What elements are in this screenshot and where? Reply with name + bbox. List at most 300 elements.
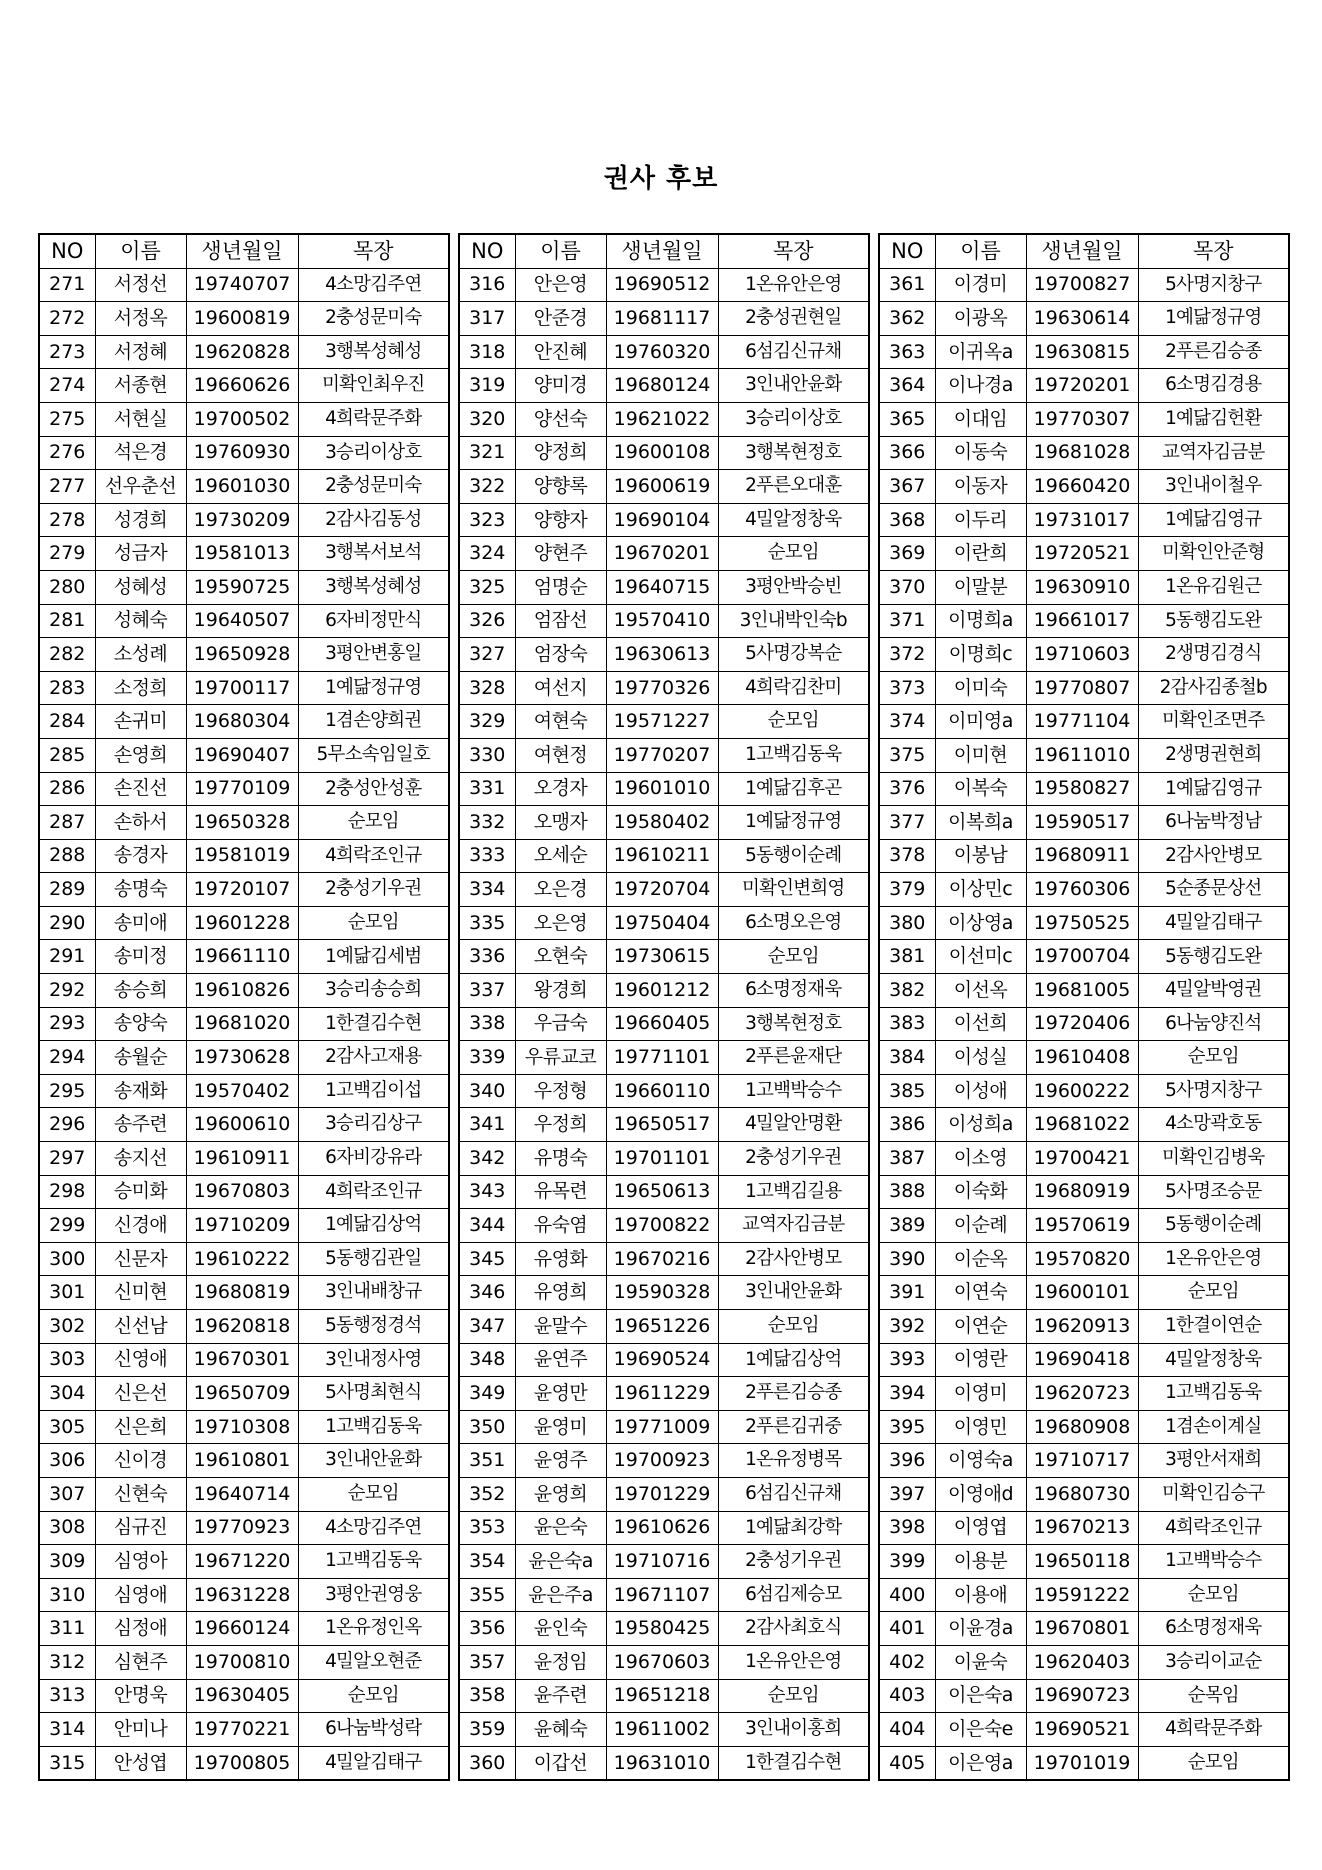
cell-no: 289 xyxy=(39,873,95,907)
cell-name: 이봉남 xyxy=(935,839,1026,873)
cell-leader: 3행복서보석 xyxy=(298,537,449,571)
cell-name: 양향록 xyxy=(515,470,606,504)
table-row xyxy=(459,873,869,907)
table-row xyxy=(459,1578,869,1612)
cell-leader: 2푸른김승종 xyxy=(1138,335,1289,369)
cell-birth: 19770807 xyxy=(1026,671,1138,705)
cell-no: 349 xyxy=(459,1377,515,1411)
cell-leader: 3승리이상호 xyxy=(718,402,869,436)
cell-leader: 1온유안은영 xyxy=(1138,1242,1289,1276)
cell-leader: 4희락조인규 xyxy=(298,1175,449,1209)
cell-birth: 19571227 xyxy=(606,705,718,739)
column-header-birth: 생년월일 xyxy=(606,234,718,268)
cell-leader: 2감사김종철b xyxy=(1138,671,1289,705)
cell-no: 351 xyxy=(459,1444,515,1478)
cell-leader: 3인내안윤화 xyxy=(718,369,869,403)
cell-leader: 5사명지창구 xyxy=(1138,1074,1289,1108)
cell-no: 386 xyxy=(879,1108,935,1142)
cell-name: 윤연주 xyxy=(515,1343,606,1377)
cell-name: 소정희 xyxy=(95,671,186,705)
cell-leader: 순모임 xyxy=(1138,1746,1289,1780)
cell-leader: 3평안서재희 xyxy=(1138,1444,1289,1478)
cell-leader: 1고백김길용 xyxy=(718,1175,869,1209)
cell-birth: 19710717 xyxy=(1026,1444,1138,1478)
cell-no: 344 xyxy=(459,1209,515,1243)
table-row xyxy=(879,537,1289,571)
cell-no: 379 xyxy=(879,873,935,907)
cell-leader: 3인내이철우 xyxy=(1138,470,1289,504)
table-row xyxy=(39,1209,449,1243)
cell-no: 337 xyxy=(459,974,515,1008)
cell-name: 윤영미 xyxy=(515,1410,606,1444)
cell-name: 오은경 xyxy=(515,873,606,907)
cell-birth: 19601228 xyxy=(186,906,298,940)
column-header-name: 이름 xyxy=(935,234,1026,268)
cell-leader: 4소망곽호동 xyxy=(1138,1108,1289,1142)
cell-birth: 19700923 xyxy=(606,1444,718,1478)
cell-name: 윤은숙a xyxy=(515,1545,606,1579)
cell-name: 이영엽 xyxy=(935,1511,1026,1545)
cell-no: 374 xyxy=(879,705,935,739)
table-row xyxy=(459,1612,869,1646)
cell-no: 330 xyxy=(459,738,515,772)
cell-name: 양정희 xyxy=(515,436,606,470)
cell-no: 296 xyxy=(39,1108,95,1142)
cell-name: 이명희a xyxy=(935,604,1026,638)
cell-leader: 4소망김주연 xyxy=(298,268,449,302)
table-row xyxy=(879,705,1289,739)
cell-name: 송주련 xyxy=(95,1108,186,1142)
cell-birth: 19631010 xyxy=(606,1746,718,1780)
cell-name: 안진혜 xyxy=(515,335,606,369)
cell-leader: 4희락조인규 xyxy=(1138,1511,1289,1545)
cell-leader: 미확인안준형 xyxy=(1138,537,1289,571)
cell-name: 이말분 xyxy=(935,570,1026,604)
cell-leader: 3승리이교순 xyxy=(1138,1645,1289,1679)
cell-no: 304 xyxy=(39,1377,95,1411)
cell-no: 384 xyxy=(879,1041,935,1075)
cell-name: 심규진 xyxy=(95,1511,186,1545)
cell-leader: 5순종문상선 xyxy=(1138,873,1289,907)
cell-leader: 미확인변희영 xyxy=(718,873,869,907)
cell-no: 364 xyxy=(879,369,935,403)
cell-birth: 19651226 xyxy=(606,1310,718,1344)
table-row xyxy=(879,604,1289,638)
cell-leader: 1고백김이섭 xyxy=(298,1074,449,1108)
cell-leader: 2충성문미숙 xyxy=(298,302,449,336)
cell-birth: 19760320 xyxy=(606,335,718,369)
cell-leader: 5동행이순례 xyxy=(1138,1209,1289,1243)
cell-no: 357 xyxy=(459,1645,515,1679)
cell-no: 300 xyxy=(39,1242,95,1276)
cell-leader: 2감사김동성 xyxy=(298,503,449,537)
cell-no: 318 xyxy=(459,335,515,369)
cell-leader: 5사명조승문 xyxy=(1138,1175,1289,1209)
table-row xyxy=(39,369,449,403)
roster-table xyxy=(878,233,1290,1781)
cell-leader: 1온유김원근 xyxy=(1138,570,1289,604)
cell-name: 손하서 xyxy=(95,806,186,840)
cell-leader: 1고백김동욱 xyxy=(298,1410,449,1444)
cell-name: 우정형 xyxy=(515,1074,606,1108)
cell-no: 385 xyxy=(879,1074,935,1108)
cell-leader: 1겸손이계실 xyxy=(1138,1410,1289,1444)
cell-no: 283 xyxy=(39,671,95,705)
cell-no: 397 xyxy=(879,1477,935,1511)
cell-birth: 19700117 xyxy=(186,671,298,705)
cell-leader: 4희락문주화 xyxy=(1138,1713,1289,1747)
cell-name: 소성례 xyxy=(95,638,186,672)
cell-birth: 19630405 xyxy=(186,1679,298,1713)
cell-leader: 3인내박인숙b xyxy=(718,604,869,638)
cell-name: 신이경 xyxy=(95,1444,186,1478)
table-row xyxy=(459,772,869,806)
cell-leader: 순모임 xyxy=(298,1679,449,1713)
cell-no: 321 xyxy=(459,436,515,470)
cell-name: 안준경 xyxy=(515,302,606,336)
cell-name: 이선희 xyxy=(935,1007,1026,1041)
cell-birth: 19651218 xyxy=(606,1679,718,1713)
cell-no: 405 xyxy=(879,1746,935,1780)
cell-birth: 19600101 xyxy=(1026,1276,1138,1310)
cell-birth: 19710603 xyxy=(1026,638,1138,672)
cell-birth: 19770326 xyxy=(606,671,718,705)
cell-leader: 6섬김제승모 xyxy=(718,1578,869,1612)
table-row xyxy=(459,604,869,638)
table-row xyxy=(39,1377,449,1411)
cell-name: 이복숙 xyxy=(935,772,1026,806)
cell-leader: 2푸른윤재단 xyxy=(718,1041,869,1075)
table-row xyxy=(459,1276,869,1310)
cell-leader: 4희락문주화 xyxy=(298,402,449,436)
cell-leader: 2충성문미숙 xyxy=(298,470,449,504)
cell-birth: 19600619 xyxy=(606,470,718,504)
cell-name: 엄명순 xyxy=(515,570,606,604)
cell-leader: 2충성안성훈 xyxy=(298,772,449,806)
cell-birth: 19770207 xyxy=(606,738,718,772)
cell-name: 이복희a xyxy=(935,806,1026,840)
table-row xyxy=(39,839,449,873)
cell-birth: 19760930 xyxy=(186,436,298,470)
cell-birth: 19670213 xyxy=(1026,1511,1138,1545)
cell-birth: 19670803 xyxy=(186,1175,298,1209)
table-row xyxy=(879,1746,1289,1780)
cell-birth: 19591222 xyxy=(1026,1578,1138,1612)
table-row xyxy=(879,1007,1289,1041)
cell-name: 신은희 xyxy=(95,1410,186,1444)
cell-no: 293 xyxy=(39,1007,95,1041)
table-row xyxy=(459,1477,869,1511)
cell-name: 윤인숙 xyxy=(515,1612,606,1646)
cell-no: 320 xyxy=(459,402,515,436)
cell-name: 송미애 xyxy=(95,906,186,940)
cell-leader: 순모임 xyxy=(1138,1276,1289,1310)
table-row xyxy=(879,906,1289,940)
table-row xyxy=(39,1545,449,1579)
cell-birth: 19720107 xyxy=(186,873,298,907)
table-row xyxy=(459,302,869,336)
roster-table xyxy=(38,233,450,1781)
table-row xyxy=(879,1545,1289,1579)
table-row xyxy=(879,1108,1289,1142)
cell-leader: 3승리송승희 xyxy=(298,974,449,1008)
cell-name: 이선옥 xyxy=(935,974,1026,1008)
cell-birth: 19700421 xyxy=(1026,1142,1138,1176)
cell-no: 381 xyxy=(879,940,935,974)
cell-leader: 2생명김경식 xyxy=(1138,638,1289,672)
cell-no: 286 xyxy=(39,772,95,806)
table-row xyxy=(39,503,449,537)
cell-leader: 3승리이상호 xyxy=(298,436,449,470)
cell-birth: 19600610 xyxy=(186,1108,298,1142)
cell-birth: 19620723 xyxy=(1026,1377,1138,1411)
cell-leader: 4밀알정창욱 xyxy=(718,503,869,537)
cell-leader: 5무소속임일호 xyxy=(298,738,449,772)
cell-birth: 19700502 xyxy=(186,402,298,436)
table-row xyxy=(459,1545,869,1579)
cell-leader: 2충성기우권 xyxy=(718,1545,869,1579)
cell-no: 324 xyxy=(459,537,515,571)
table-row xyxy=(459,806,869,840)
cell-no: 297 xyxy=(39,1142,95,1176)
table-row xyxy=(39,974,449,1008)
cell-name: 여선지 xyxy=(515,671,606,705)
cell-name: 엄장숙 xyxy=(515,638,606,672)
cell-leader: 3평안권영웅 xyxy=(298,1578,449,1612)
cell-name: 신문자 xyxy=(95,1242,186,1276)
cell-birth: 19670603 xyxy=(606,1645,718,1679)
cell-birth: 19710716 xyxy=(606,1545,718,1579)
cell-leader: 1예닮김상억 xyxy=(298,1209,449,1243)
cell-name: 신경애 xyxy=(95,1209,186,1243)
cell-no: 287 xyxy=(39,806,95,840)
cell-name: 안미나 xyxy=(95,1713,186,1747)
cell-birth: 19570619 xyxy=(1026,1209,1138,1243)
cell-no: 391 xyxy=(879,1276,935,1310)
table-row xyxy=(879,369,1289,403)
cell-name: 이윤숙 xyxy=(935,1645,1026,1679)
table-row xyxy=(459,369,869,403)
cell-leader: 4희락김찬미 xyxy=(718,671,869,705)
roster-table xyxy=(458,233,870,1781)
cell-name: 이은숙e xyxy=(935,1713,1026,1747)
cell-birth: 19700805 xyxy=(186,1746,298,1780)
cell-no: 382 xyxy=(879,974,935,1008)
cell-leader: 5사명지창구 xyxy=(1138,268,1289,302)
table-row xyxy=(459,705,869,739)
cell-birth: 19680304 xyxy=(186,705,298,739)
cell-no: 290 xyxy=(39,906,95,940)
cell-leader: 교역자김금분 xyxy=(718,1209,869,1243)
table-row xyxy=(879,268,1289,302)
cell-no: 371 xyxy=(879,604,935,638)
cell-birth: 19680919 xyxy=(1026,1175,1138,1209)
cell-leader: 1고백김동욱 xyxy=(718,738,869,772)
cell-no: 307 xyxy=(39,1477,95,1511)
cell-name: 안명욱 xyxy=(95,1679,186,1713)
cell-no: 276 xyxy=(39,436,95,470)
cell-leader: 6섬김신규채 xyxy=(718,335,869,369)
cell-birth: 19690512 xyxy=(606,268,718,302)
cell-leader: 순모임 xyxy=(298,906,449,940)
cell-leader: 1온유정병목 xyxy=(718,1444,869,1478)
cell-no: 361 xyxy=(879,268,935,302)
cell-name: 선우춘선 xyxy=(95,470,186,504)
cell-no: 338 xyxy=(459,1007,515,1041)
header-row xyxy=(459,234,869,268)
cell-name: 안성엽 xyxy=(95,1746,186,1780)
cell-birth: 19730209 xyxy=(186,503,298,537)
cell-birth: 19720521 xyxy=(1026,537,1138,571)
cell-name: 윤은주a xyxy=(515,1578,606,1612)
cell-name: 이영란 xyxy=(935,1343,1026,1377)
cell-leader: 4밀알정창욱 xyxy=(1138,1343,1289,1377)
cell-name: 양미경 xyxy=(515,369,606,403)
table-row xyxy=(459,436,869,470)
table-row xyxy=(459,470,869,504)
cell-leader: 5동행정경석 xyxy=(298,1310,449,1344)
cell-no: 333 xyxy=(459,839,515,873)
table-row xyxy=(39,570,449,604)
cell-no: 332 xyxy=(459,806,515,840)
cell-leader: 3인내안윤화 xyxy=(298,1444,449,1478)
cell-birth: 19730615 xyxy=(606,940,718,974)
table-row xyxy=(459,402,869,436)
cell-no: 315 xyxy=(39,1746,95,1780)
cell-leader: 1한결김수현 xyxy=(298,1007,449,1041)
cell-birth: 19680819 xyxy=(186,1276,298,1310)
cell-birth: 19720201 xyxy=(1026,369,1138,403)
cell-birth: 19601010 xyxy=(606,772,718,806)
cell-leader: 1한결이연순 xyxy=(1138,1310,1289,1344)
cell-birth: 19750525 xyxy=(1026,906,1138,940)
cell-birth: 19610911 xyxy=(186,1142,298,1176)
cell-birth: 19690524 xyxy=(606,1343,718,1377)
cell-name: 유숙염 xyxy=(515,1209,606,1243)
cell-name: 심영애 xyxy=(95,1578,186,1612)
table-row xyxy=(879,1477,1289,1511)
table-row xyxy=(39,738,449,772)
cell-leader: 순모임 xyxy=(718,1679,869,1713)
cell-leader: 2생명권현희 xyxy=(1138,738,1289,772)
cell-birth: 19610626 xyxy=(606,1511,718,1545)
cell-birth: 19770221 xyxy=(186,1713,298,1747)
cell-no: 360 xyxy=(459,1746,515,1780)
table-row xyxy=(879,436,1289,470)
cell-name: 유영화 xyxy=(515,1242,606,1276)
cell-leader: 2충성기우권 xyxy=(718,1142,869,1176)
table-row xyxy=(459,1007,869,1041)
cell-birth: 19640507 xyxy=(186,604,298,638)
table-row xyxy=(39,1310,449,1344)
table-row xyxy=(879,671,1289,705)
cell-birth: 19650709 xyxy=(186,1377,298,1411)
cell-birth: 19690104 xyxy=(606,503,718,537)
cell-leader: 6자비정만식 xyxy=(298,604,449,638)
cell-name: 우류교코 xyxy=(515,1041,606,1075)
cell-birth: 19630910 xyxy=(1026,570,1138,604)
cell-name: 이동자 xyxy=(935,470,1026,504)
cell-birth: 19661017 xyxy=(1026,604,1138,638)
table-row xyxy=(459,839,869,873)
table-row xyxy=(39,638,449,672)
cell-birth: 19680908 xyxy=(1026,1410,1138,1444)
cell-leader: 3인내안윤화 xyxy=(718,1276,869,1310)
cell-no: 395 xyxy=(879,1410,935,1444)
table-row xyxy=(459,1713,869,1747)
cell-birth: 19631228 xyxy=(186,1578,298,1612)
cell-no: 325 xyxy=(459,570,515,604)
cell-birth: 19710209 xyxy=(186,1209,298,1243)
cell-name: 이두리 xyxy=(935,503,1026,537)
cell-no: 271 xyxy=(39,268,95,302)
cell-leader: 순모임 xyxy=(718,705,869,739)
cell-leader: 4소망김주연 xyxy=(298,1511,449,1545)
table-row xyxy=(459,671,869,705)
cell-leader: 1고백김동욱 xyxy=(298,1545,449,1579)
table-row xyxy=(879,806,1289,840)
table-row xyxy=(879,1713,1289,1747)
cell-leader: 1예닮최강학 xyxy=(718,1511,869,1545)
cell-no: 326 xyxy=(459,604,515,638)
cell-no: 393 xyxy=(879,1343,935,1377)
cell-no: 372 xyxy=(879,638,935,672)
table-row xyxy=(459,1310,869,1344)
cell-birth: 19611229 xyxy=(606,1377,718,1411)
cell-birth: 19670201 xyxy=(606,537,718,571)
table-row xyxy=(39,772,449,806)
cell-birth: 19661110 xyxy=(186,940,298,974)
column-header-leader: 목장 xyxy=(718,234,869,268)
cell-leader: 1고백박승수 xyxy=(718,1074,869,1108)
cell-no: 373 xyxy=(879,671,935,705)
cell-leader: 순모임 xyxy=(298,1477,449,1511)
cell-birth: 19700810 xyxy=(186,1645,298,1679)
table-row xyxy=(879,1679,1289,1713)
cell-leader: 교역자김금분 xyxy=(1138,436,1289,470)
cell-name: 신현숙 xyxy=(95,1477,186,1511)
cell-leader: 3인내배창규 xyxy=(298,1276,449,1310)
table-row xyxy=(39,1343,449,1377)
table-row xyxy=(459,1108,869,1142)
cell-birth: 19660420 xyxy=(1026,470,1138,504)
cell-birth: 19610801 xyxy=(186,1444,298,1478)
cell-no: 375 xyxy=(879,738,935,772)
cell-name: 서현실 xyxy=(95,402,186,436)
cell-leader: 2충성기우권 xyxy=(298,873,449,907)
table-row xyxy=(459,268,869,302)
cell-name: 이순례 xyxy=(935,1209,1026,1243)
cell-birth: 19680124 xyxy=(606,369,718,403)
cell-leader: 4희락조인규 xyxy=(298,839,449,873)
cell-name: 이윤경a xyxy=(935,1612,1026,1646)
table-row xyxy=(459,1142,869,1176)
cell-leader: 6소명김경용 xyxy=(1138,369,1289,403)
cell-name: 윤주련 xyxy=(515,1679,606,1713)
cell-no: 282 xyxy=(39,638,95,672)
table-row xyxy=(879,1645,1289,1679)
cell-no: 327 xyxy=(459,638,515,672)
cell-leader: 1예닮정규영 xyxy=(718,806,869,840)
table-row xyxy=(39,671,449,705)
cell-name: 심영아 xyxy=(95,1545,186,1579)
cell-leader: 3행복성혜성 xyxy=(298,570,449,604)
cell-no: 291 xyxy=(39,940,95,974)
cell-birth: 19621022 xyxy=(606,402,718,436)
cell-birth: 19620818 xyxy=(186,1310,298,1344)
cell-birth: 19771101 xyxy=(606,1041,718,1075)
table-row xyxy=(39,436,449,470)
